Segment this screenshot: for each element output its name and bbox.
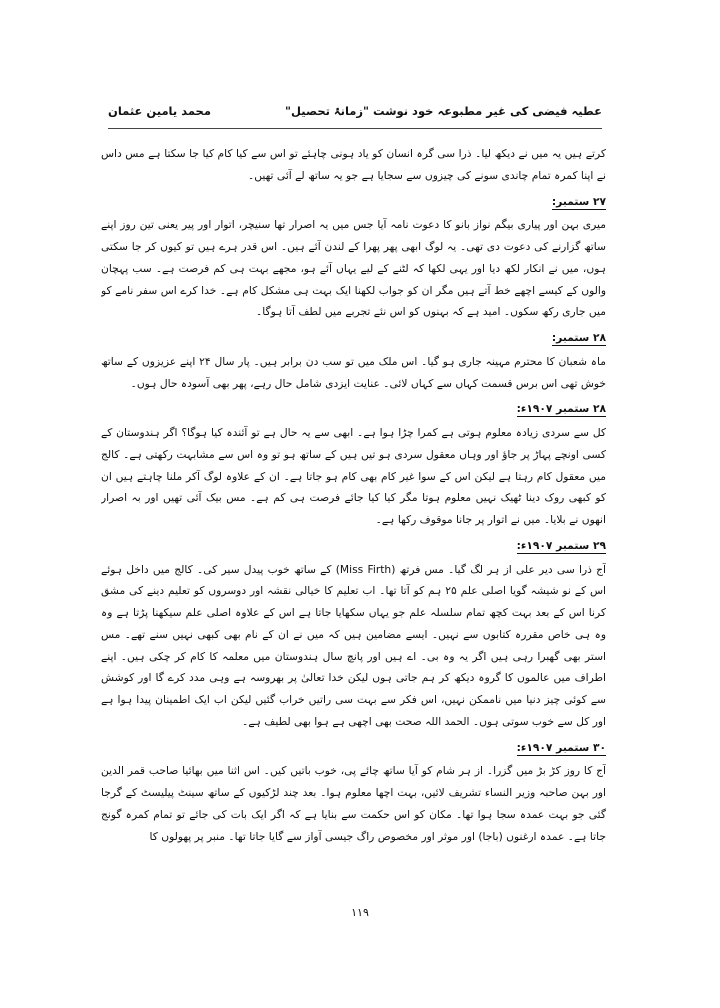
- intro-paragraph: کرتے ہیں یہ میں نے دیکھ لیا۔ ذرا سی گرہ انسان کو یاد ہونی چاہئے تو اس سے کیا کام کیا جا سکتا ہے مس داس نے اپنا کمرہ تمام چاندی سونے کی چیزوں سے سجایا ہے جو یہ ساتھ لے آئی تھیں۔: [101, 147, 606, 182]
- entry-paragraph: آج ذرا سی دیر علی از ہر لگ گیا۔ مس فرتھ (Miss Firth) کے ساتھ خوب پیدل سیر کی۔ کالج میں داخل ہوئے اس کے نو شیشہ گویا اصلی علم ۲۵ ہم کو آتا تھا۔ اب تعلیم کا خیالی نقشہ اور دوسروں کو تعلیم دینے کی مشق کرنا اس کے بعد بہت کچھ تمام سلسلہ علم جو یہاں سکھایا جاتا ہے اس کے علاوہ اصلی علم سیکھنا پڑتا ہے وہ وہ ہی خاص مقررہ کتابوں سے نہیں۔ ایسے مضامین ہیں کہ میں نے ان کے نام بھی کبھی نہیں سنے تھے۔ مس استر بھی گھبرا رہی ہیں اگر یہ وہ بی۔ اے ہیں اور پانچ سال ہندوستان میں معلمہ کا کام کر چکی ہیں۔ اپنے اطراف میں عالموں کا گروہ دیکھ کر ہم جاتی ہوں لیکن خدا تعالیٰ پر بھروسہ ہے وہی مدد کرے گا اور کوشش سے کوئی چیز دنیا میں ناممکن نہیں، اس فکر سے بہت سی راتیں خراب گئیں لیکن اب ایک اطمینان پیدا ہوا ہے اور کل سے خوب سوتی ہوں۔ الحمد اللہ صحت بھی اچھی ہے ہوا بھی لطیف ہے۔: [101, 562, 606, 728]
- page-number: ۱۱۹: [351, 906, 369, 919]
- header-title: عطیہ فیضی کی غیر مطبوعہ خود نوشت "زمانۂ تحصیل": [285, 104, 602, 118]
- entry-date-heading: ۲۷ ستمبر:: [551, 194, 606, 208]
- entry-date-heading: ۲۸ ستمبر:: [551, 331, 606, 344]
- header-author: محمد یامین عثمان: [108, 104, 211, 118]
- entry-date-heading: ۲۸ ستمبر ۱۹۰۷ء:: [516, 402, 606, 416]
- entry-date-heading: ۳۰ ستمبر ۱۹۰۷ء:: [516, 740, 606, 754]
- entry-paragraph: کل سے سردی زیادہ معلوم ہوتی ہے کمرا چڑا ہوا ہے۔ ابھی سے یہ حال ہے تو آئندہ کیا ہوگا؟ اگر ہندوستان کے کسی اونچے پہاڑ پر جاؤ اور وہاں معقول سردی ہو تیں ہیں کے ساتھ ہو تو وہ اس سے مشابہت رکھتی ہے۔ کالج میں معقول کام رہتا ہے لیکن اس کے سوا غیر کام بھی کام ہو جاتا ہے۔ ان کے علاوہ لوگ آکر ملنا چاہتے ہیں ان کو کبھی روک دینا ٹھیک نہیں معلوم ہوتا مگر کیا کیا جائے فرصت ہی کم ہے۔ مس بیک آئی تھیں اور بہ اصرار انھوں نے بلایا۔ میں نے اتوار پر جانا موقوف رکھا ہے۔: [101, 426, 606, 526]
- header-rule: [108, 128, 602, 129]
- page-body: [101, 143, 606, 893]
- running-header: [108, 104, 602, 124]
- entry-paragraph: آج کا روز کڑ بڑ میں گزرا۔ از ہر شام کو آیا ساتھ چائے پی، خوب باتیں کیں۔ اس اثنا میں بھائیا صاحب قمر الدین اور بہن صاحبہ وزیر النساء تشریف لائیں، بہت اچھا معلوم ہوا۔ بعد چند لڑکیوں کے ساتھ سینٹ پیلیسٹ کے گرجا گئی جو بہت عمدہ سجا ہوا تھا۔ مکان کو اس حکمت سے بنایا ہے کہ اگر ایک بات کی جائے تو تمام کمرہ گونج جاتا ہے۔ عمدہ ارغنوں (باجا) اور موثر اور مخصوص راگ جیسی آواز سے گایا جاتا تھا۔ منبر پر پھولوں کا: [101, 764, 606, 843]
- entry-date-heading: ۲۹ ستمبر ۱۹۰۷ء:: [516, 538, 606, 552]
- entry-paragraph: ماہ شعبان کا محترم مہینہ جاری ہو گیا۔ اس ملک میں تو سب دن برابر ہیں۔ پار سال ۲۴ اپنے عزیزوں کے ساتھ خوش تھی اس برس قسمت کہاں سے کہاں لائی۔ عنایت ایزدی شامل حال رہے، پھر بھی آسودہ حال ہوں۔: [101, 354, 606, 390]
- entry-paragraph: میری بہن اور پیاری بیگم نواز بانو کا دعوت نامہ آیا جس میں یہ اصرار تھا سنیچر، اتوار اور پیر یعنی تین روز اپنے ساتھ گزارنے کی دعوت دی تھی۔ یہ لوگ ابھی پھر پھرا کے لندن آئے ہیں۔ اس قدر ہرے ہیں تو کیوں کر جا سکتی ہوں، میں نے انکار لکھ دیا اور یہی لکھا کہ لٹنے کے لیے یہاں آئے ہو، مجھے بہت ہی کم فرصت ہے۔ سب پہچان والوں کے کیسے اچھے خط آتے ہیں مگر ان کو جواب لکھنا ایک بہت ہی مشکل کام ہے۔ خدا کرے اس سفر نامے کو میں جاری رکھ سکوں۔ امید ہے کہ بہنوں کو اس نئے تجربے میں لطف آتا ہوگا۔: [101, 218, 606, 319]
